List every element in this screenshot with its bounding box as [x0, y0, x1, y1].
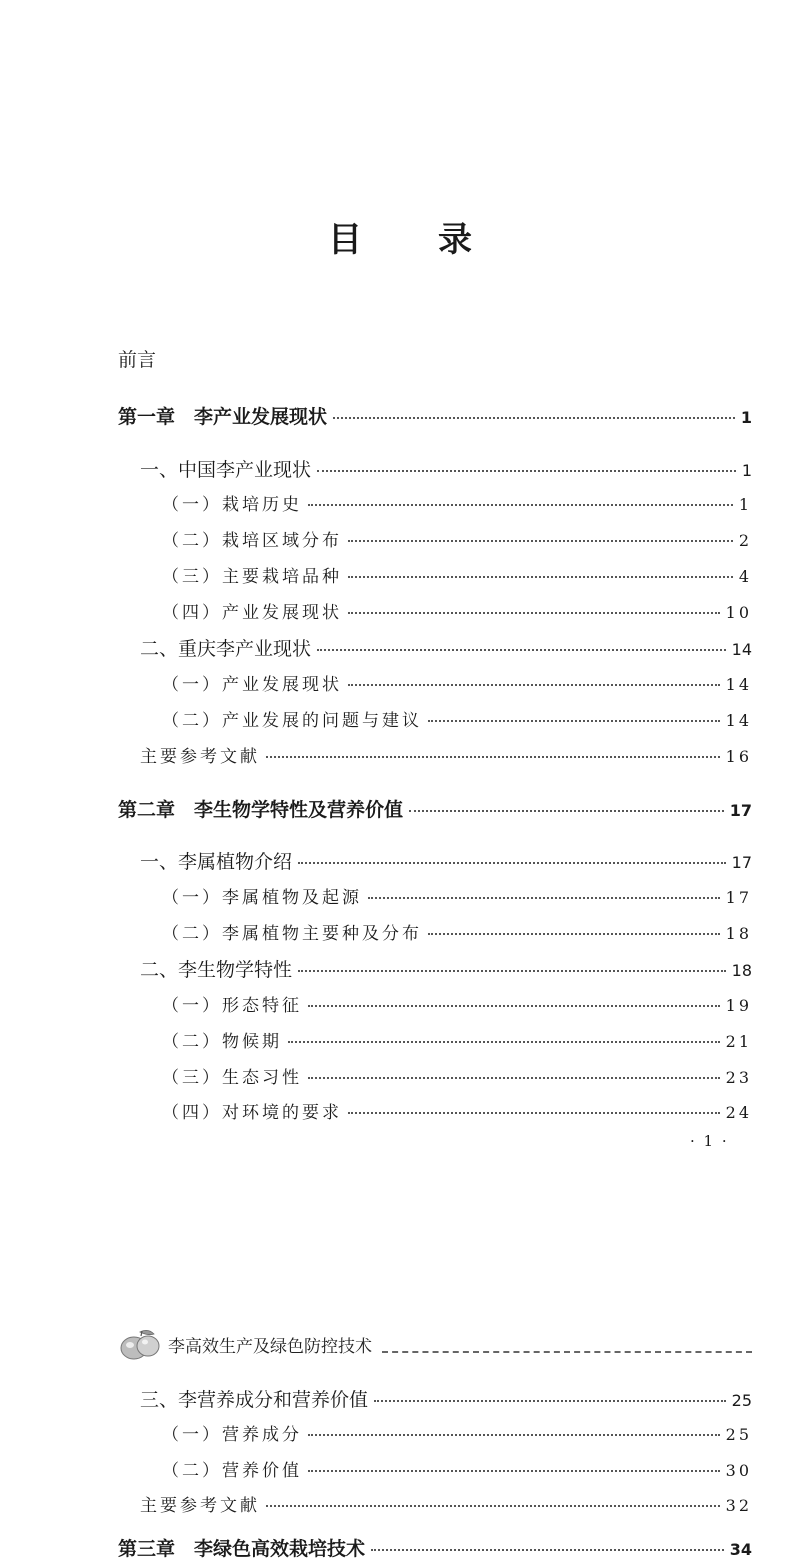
toc-leader-dots [333, 417, 735, 419]
toc-entry-sub[interactable] [162, 598, 752, 623]
toc-leader-dots [298, 970, 726, 972]
toc-leader-dots [348, 576, 733, 578]
toc-entry-label: 一、李属植物介绍 [140, 851, 293, 873]
toc-leader-dots [348, 1112, 720, 1114]
page-number: · 1 · [690, 1132, 729, 1150]
toc-entry-sub[interactable] [162, 883, 752, 908]
toc-entry-page: 17 [725, 888, 752, 907]
toc-entry-label: 一、中国李产业现状 [140, 459, 312, 481]
toc-entry-page: 19 [725, 996, 752, 1015]
header-rule [382, 1351, 752, 1353]
toc-entry-page: 18 [731, 961, 752, 980]
toc-entry-label: （二）产业发展的问题与建议 [162, 711, 422, 731]
toc-entry-page: 1 [741, 461, 752, 480]
toc-leader-dots [308, 1434, 720, 1436]
toc-entry-page: 34 [729, 1540, 752, 1559]
toc-entry-page: 2 [738, 531, 752, 550]
toc-entry-sub[interactable] [162, 1420, 752, 1445]
toc-leader-dots [308, 1470, 720, 1472]
toc-leader-dots [428, 720, 720, 722]
toc-title-char: 录 [438, 220, 472, 260]
toc-entry-label: 三、李营养成分和营养价值 [140, 1389, 369, 1411]
toc-entry-label: （三）主要栽培品种 [162, 567, 342, 587]
toc-entry-sub[interactable] [162, 490, 752, 515]
toc-entry-sub[interactable] [162, 526, 752, 551]
toc-entry-label: （一）栽培历史 [162, 495, 302, 515]
toc-entry-page: 30 [725, 1461, 752, 1480]
toc-title [0, 212, 800, 261]
toc-entry-page: 18 [725, 924, 752, 943]
toc-entry-page: 10 [725, 603, 752, 622]
toc-entry-label: （四）对环境的要求 [162, 1103, 342, 1123]
toc-entry-sec[interactable] [140, 1385, 752, 1412]
toc-entry-label: （四）产业发展现状 [162, 603, 342, 623]
toc-leader-dots [371, 1549, 724, 1551]
toc-entry-ref[interactable] [140, 1491, 752, 1516]
toc-entry-page: 25 [725, 1425, 752, 1444]
toc-entry-sec[interactable] [140, 455, 752, 482]
toc-leader-dots [308, 1077, 720, 1079]
toc-entry-sec[interactable] [140, 847, 752, 874]
toc-entry-page: 32 [725, 1496, 752, 1515]
toc-entry-page: 23 [725, 1068, 752, 1087]
toc-entry-label: 第一章 李产业发展现状 [118, 406, 328, 428]
toc-entry-page: 1 [738, 495, 752, 514]
toc-entry-page: 1 [740, 408, 752, 427]
toc-entry-sub[interactable] [162, 562, 752, 587]
toc-entry-sec[interactable] [140, 634, 752, 661]
toc-preface[interactable]: 前言 [118, 349, 157, 371]
toc-entry-label: 第二章 李生物学特性及营养价值 [118, 799, 404, 821]
plum-fruit-icon [118, 1326, 162, 1362]
toc-entry-label: 主要参考文献 [140, 1496, 260, 1516]
toc-leader-dots [288, 1041, 720, 1043]
toc-leader-dots [374, 1400, 726, 1402]
toc-leader-dots [348, 540, 733, 542]
running-header [118, 1326, 752, 1362]
toc-entry-label: （二）营养价值 [162, 1461, 302, 1481]
toc-entry-label: （一）形态特征 [162, 996, 302, 1016]
toc-entry-page: 14 [725, 711, 752, 730]
toc-entry-page: 24 [725, 1103, 752, 1122]
toc-entry-label: 二、重庆李产业现状 [140, 638, 312, 660]
toc-entry-label: （二）李属植物主要种及分布 [162, 924, 422, 944]
toc-entry-sub[interactable] [162, 991, 752, 1016]
toc-entry-sec[interactable] [140, 955, 752, 982]
toc-leader-dots [317, 649, 726, 651]
book-title: 李高效生产及绿色防控技术 [168, 1336, 372, 1357]
toc-leader-dots [266, 756, 720, 758]
toc-entry-sub[interactable] [162, 670, 752, 695]
toc-entry-chap[interactable] [118, 1534, 752, 1561]
toc-leader-dots [308, 504, 733, 506]
toc-entry-chap[interactable] [118, 795, 752, 822]
toc-entry-label: 第三章 李绿色高效栽培技术 [118, 1538, 366, 1560]
toc-entry-label: （一）产业发展现状 [162, 675, 342, 695]
toc-entry-sub[interactable] [162, 919, 752, 944]
toc-entry-label: （一）营养成分 [162, 1425, 302, 1445]
toc-entry-sub[interactable] [162, 1098, 752, 1123]
toc-entry-page: 21 [725, 1032, 752, 1051]
toc-entry-sub[interactable] [162, 1063, 752, 1088]
toc-entry-label: （三）生态习性 [162, 1068, 302, 1088]
toc-entry-page: 17 [731, 853, 752, 872]
toc-entry-label: 主要参考文献 [140, 747, 260, 767]
toc-entry-sub[interactable] [162, 1027, 752, 1052]
toc-title-char: 目 [328, 220, 362, 260]
toc-entry-chap[interactable] [118, 402, 752, 429]
toc-entry-page: 16 [725, 747, 752, 766]
toc-entry-sub[interactable] [162, 1456, 752, 1481]
toc-leader-dots [308, 1005, 720, 1007]
toc-entry-label: （一）李属植物及起源 [162, 888, 362, 908]
toc-leader-dots [317, 470, 736, 472]
toc-entry-page: 14 [731, 640, 752, 659]
toc-entry-sub[interactable] [162, 706, 752, 731]
toc-entry-page: 4 [738, 567, 752, 586]
toc-leader-dots [368, 897, 720, 899]
toc-entry-page: 25 [731, 1391, 752, 1410]
toc-leader-dots [266, 1505, 720, 1507]
toc-entry-page: 14 [725, 675, 752, 694]
toc-leader-dots [428, 933, 720, 935]
toc-entry-label: （二）栽培区域分布 [162, 531, 342, 551]
toc-entry-page: 17 [729, 801, 752, 820]
toc-leader-dots [409, 810, 724, 812]
toc-leader-dots [348, 684, 720, 686]
toc-leader-dots [298, 862, 726, 864]
toc-entry-label: （二）物候期 [162, 1032, 282, 1052]
toc-leader-dots [348, 612, 720, 614]
toc-entry-ref[interactable] [140, 742, 752, 767]
toc-entry-label: 二、李生物学特性 [140, 959, 293, 981]
